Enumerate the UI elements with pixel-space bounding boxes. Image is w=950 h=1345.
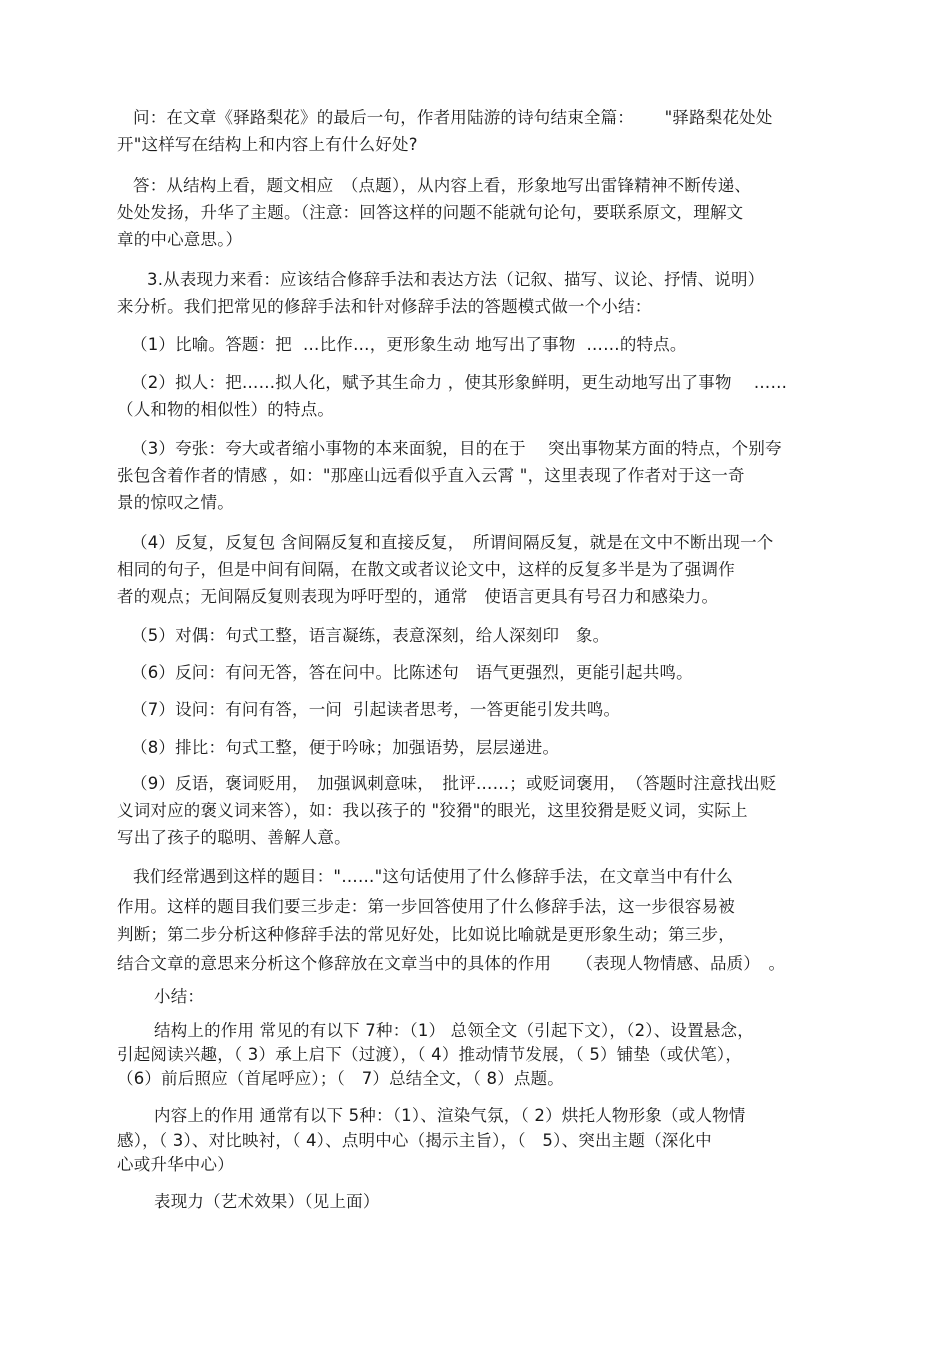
text-line: （人和物的相似性）的特点。 xyxy=(117,400,335,419)
text-line: 景的惊叹之情。 xyxy=(117,493,234,512)
text-line: 义词对应的褒义词来答），如：我以孩子的 "狡猾"的眼光，这里狡猾是贬义词，实际上 xyxy=(117,801,748,820)
text-line: 写出了孩子的聪明、善解人意。 xyxy=(117,828,351,847)
text-line: 张包含着作者的情感 ，如："那座山远看似乎直入云霄 "，这里表现了作者对于这一奇 xyxy=(117,466,745,485)
text-line: 问：在文章《驿路梨花》的最后一句，作者用陆游的诗句结束全篇： "驿路梨花处处 xyxy=(133,108,773,127)
text-line: 心或升华中心） xyxy=(117,1155,234,1174)
text-line: （8）排比：句式工整，便于吟咏；加强语势，层层递进。 xyxy=(131,738,560,757)
text-line: 结构上的作用 常见的有以下 7种：（1） 总领全文（引起下文），（2）、设置悬念， xyxy=(154,1021,754,1040)
text-line: 者的观点；无间隔反复则表现为呼吁型的，通常 使语言更具有号召力和感染力。 xyxy=(117,587,719,606)
text-line: 感），（ 3）、对比映衬，（ 4）、点明中心（揭示主旨），（ 5）、突出主题（深化中 xyxy=(117,1131,712,1150)
text-line: （5）对偶：句式工整，语言凝练，表意深刻，给人深刻印 象。 xyxy=(131,626,610,645)
text-line: 引起阅读兴趣，（ 3）承上启下（过渡），（ 4）推动情节发展，（ 5）铺垫（或伏笔）， xyxy=(117,1045,743,1064)
text-line: 开"这样写在结构上和内容上有什么好处? xyxy=(117,135,418,154)
text-line: 结合文章的意思来分析这个修辞放在文章当中的具体的作用 （表现人物情感、品质） 。 xyxy=(117,954,786,973)
text-line: 处处发扬，升华了主题。（注意：回答这样的问题不能就句论句，要联系原文，理解文 xyxy=(117,203,744,222)
text-line: 表现力（艺术效果）（见上面） xyxy=(154,1192,380,1211)
text-line: 判断；第二步分析这种修辞手法的常见好处，比如说比喻就是更形象生动；第三步， xyxy=(117,925,735,944)
text-line: （6）反问：有问无答，答在问中。比陈述句 语气更强烈，更能引起共鸣。 xyxy=(131,663,693,682)
text-line: 来分析。我们把常见的修辞手法和针对修辞手法的答题模式做一个小结： xyxy=(117,297,652,316)
text-line: 我们经常遇到这样的题目："……"这句话使用了什么修辞手法，在文章当中有什么 xyxy=(133,867,734,886)
text-line: （9）反语，褒词贬用， 加强讽刺意味， 批评……；或贬词褒用， （答题时注意找出贬 xyxy=(131,774,777,793)
text-line: （4）反复，反复包 含间隔反复和直接反复， 所谓间隔反复，就是在文中不断出现一个 xyxy=(131,533,774,552)
text-line: 作用。这样的题目我们要三步走：第一步回答使用了什么修辞手法，这一步很容易被 xyxy=(117,897,735,916)
text-line: 答：从结构上看，题文相应 （点题），从内容上看，形象地写出雷锋精神不断传递、 xyxy=(133,176,752,195)
text-line: 小结： xyxy=(154,987,205,1006)
text-line: （6）前后照应（首尾呼应）；（ 7）总结全文，（ 8）点题。 xyxy=(117,1069,564,1088)
text-line: 内容上的作用 通常有以下 5种：（1）、渲染气氛，（ 2）烘托人物形象（或人物情 xyxy=(154,1106,746,1125)
text-line: （1）比喻。答题：把 …比作…，更形象生动 地写出了事物 ……的特点。 xyxy=(131,335,687,354)
text-line: 相同的句子，但是中间有间隔，在散文或者议论文中，这样的反复多半是为了强调作 xyxy=(117,560,735,579)
text-line: （7）设问：有问有答，一问 引起读者思考，一答更能引发共鸣。 xyxy=(131,700,621,719)
text-line: （3）夸张：夸大或者缩小事物的本来面貌，目的在于 突出事物某方面的特点，个别夸 xyxy=(131,439,782,458)
text-line: （2）拟人：把……拟人化，赋予其生命力 ，使其形象鲜明，更生动地写出了事物 …… xyxy=(131,373,788,392)
text-line: 3.从表现力来看：应该结合修辞手法和表达方法（记叙、描写、议论、抒情、说明） xyxy=(147,270,765,289)
text-line: 章的中心意思。） xyxy=(117,230,243,249)
